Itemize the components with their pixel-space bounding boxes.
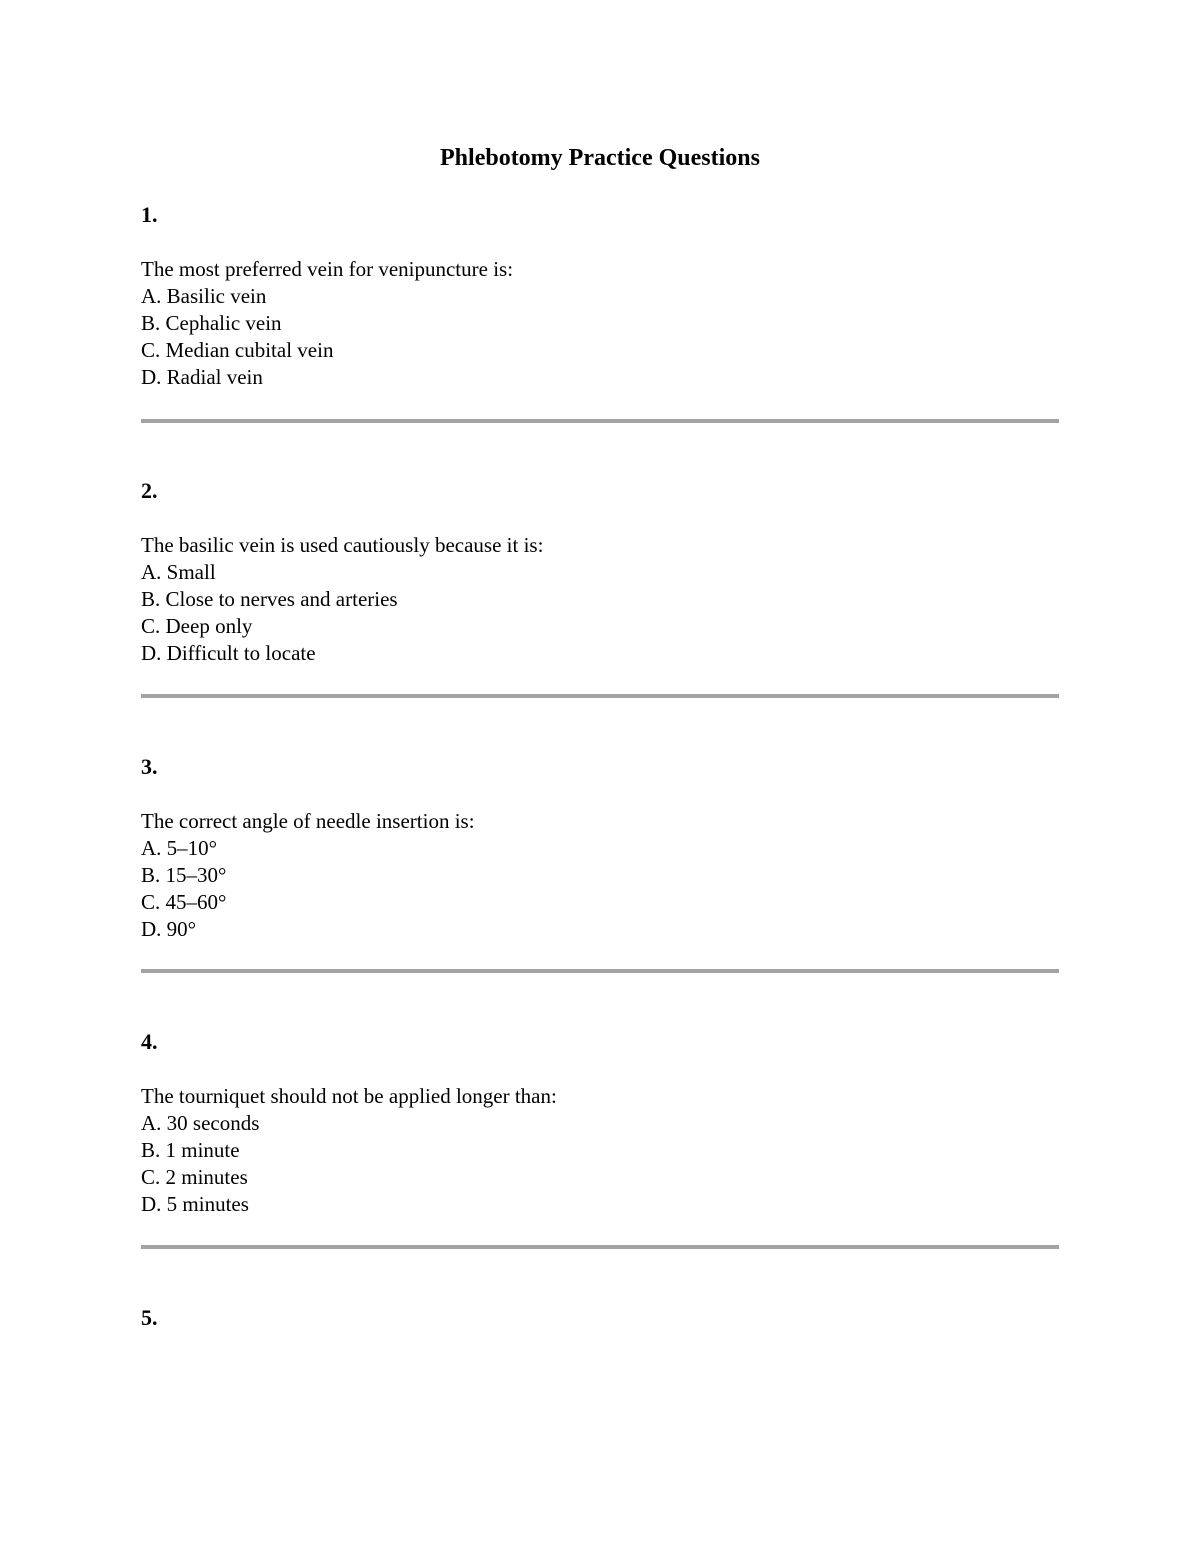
question-number: 4. <box>141 1029 158 1054</box>
option-b: B. Cephalic vein <box>141 311 282 335</box>
option-d: D. 90° <box>141 917 197 941</box>
question-4 <box>141 1028 1059 1218</box>
question-text: The basilic vein is used cautiously because it is: <box>141 533 544 557</box>
divider <box>141 694 1059 698</box>
option-c: C. 45–60° <box>141 890 227 914</box>
divider <box>141 1245 1059 1249</box>
option-c: C. Deep only <box>141 614 253 638</box>
question-1 <box>141 201 1059 391</box>
question-3 <box>141 753 1059 943</box>
question-text: The correct angle of needle insertion is: <box>141 809 475 833</box>
question-5 <box>141 1304 1059 1332</box>
option-a: A. 30 seconds <box>141 1111 260 1135</box>
question-number: 1. <box>141 202 158 227</box>
question-text: The most preferred vein for venipuncture is: <box>141 257 514 281</box>
option-c: C. Median cubital vein <box>141 338 334 362</box>
option-d: D. Radial vein <box>141 365 263 389</box>
divider <box>141 419 1059 423</box>
option-a: A. 5–10° <box>141 836 218 860</box>
option-d: D. Difficult to locate <box>141 641 316 665</box>
question-number: 2. <box>141 478 158 503</box>
option-a: A. Basilic vein <box>141 284 267 308</box>
question-text: The tourniquet should not be applied longer than: <box>141 1084 557 1108</box>
divider <box>141 969 1059 973</box>
question-2 <box>141 477 1059 667</box>
option-b: B. 15–30° <box>141 863 227 887</box>
option-b: B. Close to nerves and arteries <box>141 587 398 611</box>
option-d: D. 5 minutes <box>141 1192 249 1216</box>
question-number: 5. <box>141 1305 158 1330</box>
question-number: 3. <box>141 754 158 779</box>
page-title: Phlebotomy Practice Questions <box>440 145 760 171</box>
option-c: C. 2 minutes <box>141 1165 248 1189</box>
option-a: A. Small <box>141 560 216 584</box>
option-b: B. 1 minute <box>141 1138 240 1162</box>
